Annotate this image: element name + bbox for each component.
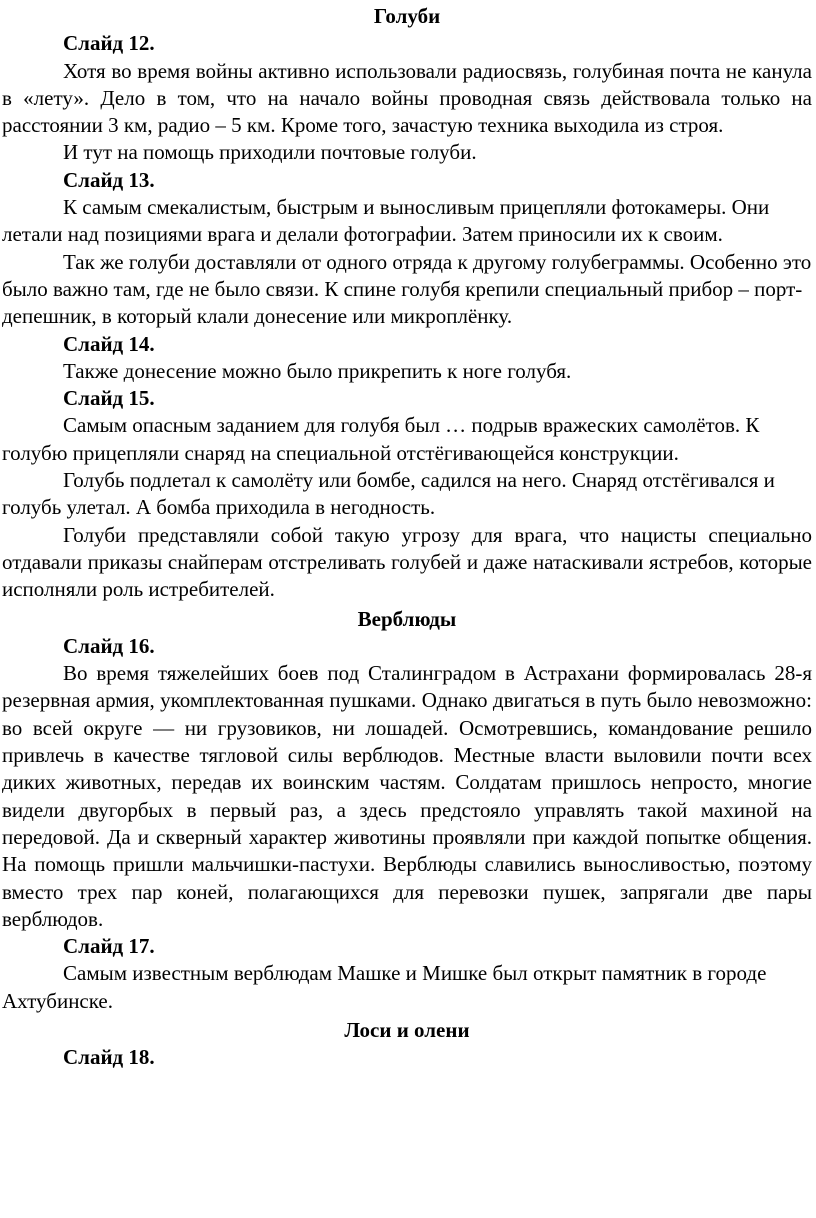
paragraph-slide-13-a: К самым смекалистым, быстрым и выносливым прицепляли фотокамеры. Они летали над позициями врага и делали фотографии. Затем приносили их к своим. [2,195,770,247]
slide-heading-18: Слайд 18. [63,1045,155,1070]
paragraph-slide-14-a: Также донесение можно было прикрепить к ноге голубя. [63,358,572,383]
paragraph-slide-13-b: Так же голуби доставляли от одного отряда к другому голубеграммы. Особенно это было важно там, где не было связи. К спине голубя крепили специальный прибор – порт-депешник, в который клали донесение или микроплёнку. [2,249,812,329]
paragraph-slide-15-a: Самым опасным заданием для голубя был … подрыв вражеских самолётов. К голубю прицепляли снаряд на специальной отстёгивающейся конструкции. [2,413,760,465]
slide-heading-17: Слайд 17. [63,934,155,959]
paragraph-slide-12-a: Хотя во время войны активно использовали радиосвязь, голубиная почта не канула в «лету». Дело в том, что на начало войны проводная связь действовала только на расстоянии 3 км, радио – 5 км. Кроме того, зачастую техника выходила из строя. [2,58,812,138]
section-title-pigeons: Голуби [373,4,441,28]
paragraph-slide-15-c: Голуби представляли собой такую угрозу для врага, что нацисты специально отдавали приказы снайперам отстреливать голубей и даже натаскивали ястребов, которые исполняли роль истребителей. [2,522,812,602]
paragraph-slide-12-b: И тут на помощь приходили почтовые голуби. [63,140,477,165]
slide-heading-12: Слайд 12. [63,31,155,56]
paragraph-slide-17-a: Самым известным верблюдам Машке и Мишке был открыт памятник в городе Ахтубинске. [2,961,767,1013]
section-title-elk-deer: Лоси и олени [344,1017,470,1042]
section-title-camels: Верблюды [357,606,457,631]
paragraph-slide-16-a: Во время тяжелейших боев под Сталинградом в Астрахани формировалась 28-я резервная армия, укомплектованная пушками. Однако двигаться в путь было невозможно: во всей округе — ни грузовиков, ни лошадей. Осмотревшись, командование решило привлечь в качестве тягловой силы верблюдов. Местные власти выловили почти всех диких животных, передав их воинским частям. Солдатам пришлось непросто, многие видели двугорбых в первый раз, а здесь предстояло управлять такой махиной на передовой. Да и скверный характер животины проявляли при каждой попытке общения. На помощь пришли мальчишки-пастухи. Верблюды славились выносливостью, поэтому вместо трех пар коней, полагающихся для перевозки пушек, запрягали две пары верблюдов. [2,661,812,931]
paragraph-slide-15-b: Голубь подлетал к самолёту или бомбе, садился на него. Снаряд отстёгивался и голубь улетал. А бомба приходила в негодность. [2,468,775,520]
slide-heading-13: Слайд 13. [63,167,155,192]
slide-heading-14: Слайд 14. [63,331,155,356]
slide-heading-16: Слайд 16. [63,633,155,658]
slide-heading-15: Слайд 15. [63,386,155,411]
